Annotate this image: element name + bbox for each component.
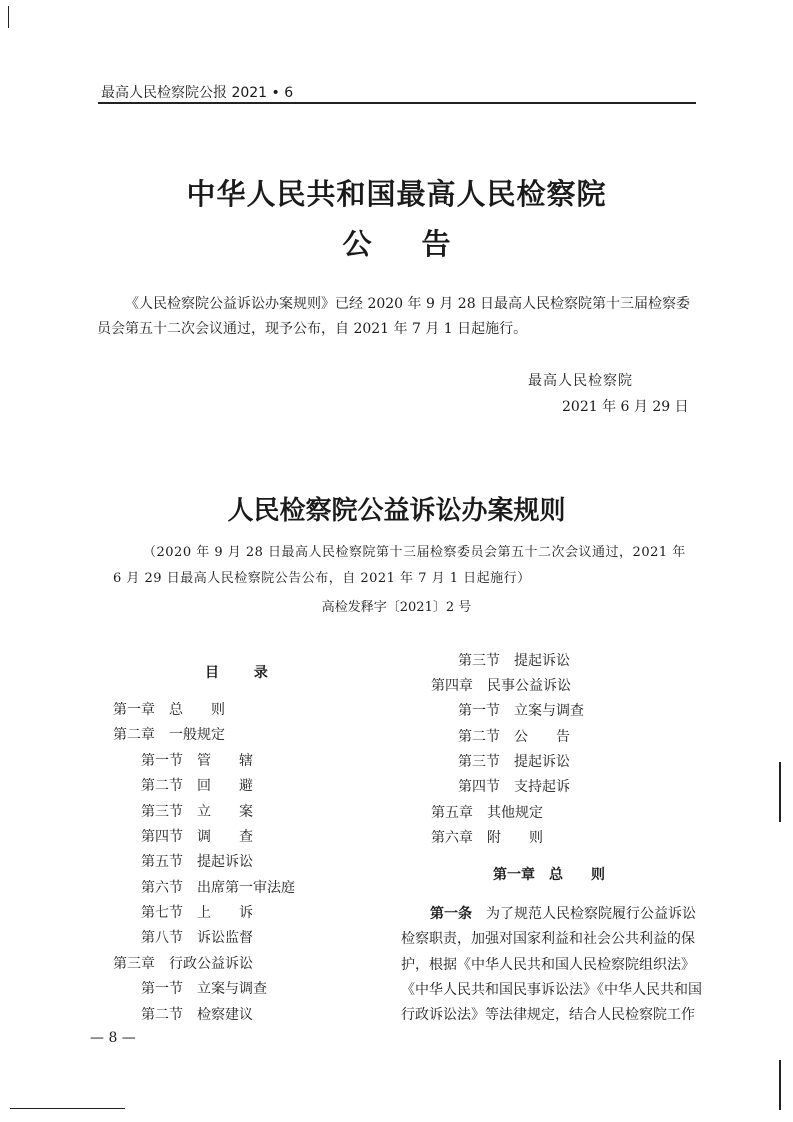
toc-item: 第五节 提起诉讼 (141, 854, 253, 870)
toc-item: 第二节 公 告 (458, 729, 570, 745)
toc-item: 第三章 行政公益诉讼 (113, 956, 253, 972)
toc-item: 第二节 回 避 (141, 778, 253, 794)
toc-item: 第三节 提起诉讼 (458, 754, 570, 770)
announcement-title: 中华人民共和国最高人民检察院 (186, 177, 607, 211)
toc-item: 第一节 立案与调查 (458, 703, 584, 719)
toc-item: 第二节 检察建议 (141, 1007, 253, 1023)
running-header: 最高人民检察院公报 2021 • 6 (101, 85, 294, 101)
toc-item: 第六章 附 则 (431, 830, 543, 846)
announcement-subtitle: 公 告 (342, 227, 451, 261)
toc-item: 第一节 立案与调查 (141, 981, 267, 997)
page-number: — 8 — (90, 1030, 136, 1046)
article1-line: 检察职责，加强对国家利益和社会公共利益的保 (401, 931, 695, 947)
article1-line: 《中华人民共和国民事诉讼法》《中华人民共和国 (401, 982, 702, 998)
chapter1-heading: 第一章 总 则 (493, 867, 605, 883)
toc-item: 第四章 民事公益诉讼 (431, 678, 571, 694)
rules-title: 人民检察院公益诉讼办案规则 (227, 496, 566, 526)
adoption-note: （2020 年 9 月 28 日最高人民检察院第十三届检察委员会第五十二次会议通过，2021 年 6 月 29 日最高人民检察院公告公布，自 2021 年 7 月 1 日起施行） (113, 545, 686, 586)
signature-date: 2021 年 6 月 29 日 (562, 399, 689, 415)
announcement-body: 《人民检察院公益诉讼办案规则》已经 2020 年 9 月 28 日最高人民检察院第十三届检察委员会第五十二次会议通过，现予公布，自 2021 年 7 月 1 日起施行。 (97, 296, 691, 337)
document-number: 高检发释字〔2021〕2 号 (321, 600, 472, 615)
article1-label: 第一条 (430, 906, 472, 922)
toc-item: 第三节 立 案 (141, 804, 253, 820)
toc-item: 第三节 提起诉讼 (458, 653, 570, 669)
scan-edge-mark (8, 6, 9, 28)
toc-item: 第八节 诉讼监督 (141, 930, 253, 946)
toc-title: 目 录 (205, 665, 268, 681)
scan-edge-mark (779, 1060, 781, 1110)
toc-item: 第四节 支持起诉 (458, 779, 570, 795)
signature-org: 最高人民检察院 (528, 373, 633, 389)
toc-item: 第二章 一般规定 (113, 727, 225, 743)
header-rule (98, 102, 696, 104)
toc-item: 第一节 管 辖 (141, 753, 253, 769)
toc-item: 第六节 出席第一审法庭 (141, 880, 295, 896)
toc-item: 第四节 调 查 (141, 829, 253, 845)
toc-item: 第七节 上 诉 (141, 905, 253, 921)
toc-item: 第五章 其他规定 (431, 805, 543, 821)
scan-edge-mark (779, 762, 781, 822)
toc-item: 第一章 总 则 (113, 702, 225, 718)
article1-line: 护，根据《中华人民共和国人民检察院组织法》 (401, 957, 695, 973)
scan-edge-mark (10, 1108, 125, 1109)
article1-line: 为了规范人民检察院履行公益诉讼 (486, 906, 696, 922)
article1-line: 行政诉讼法》等法律规定，结合人民检察院工作 (401, 1007, 695, 1023)
